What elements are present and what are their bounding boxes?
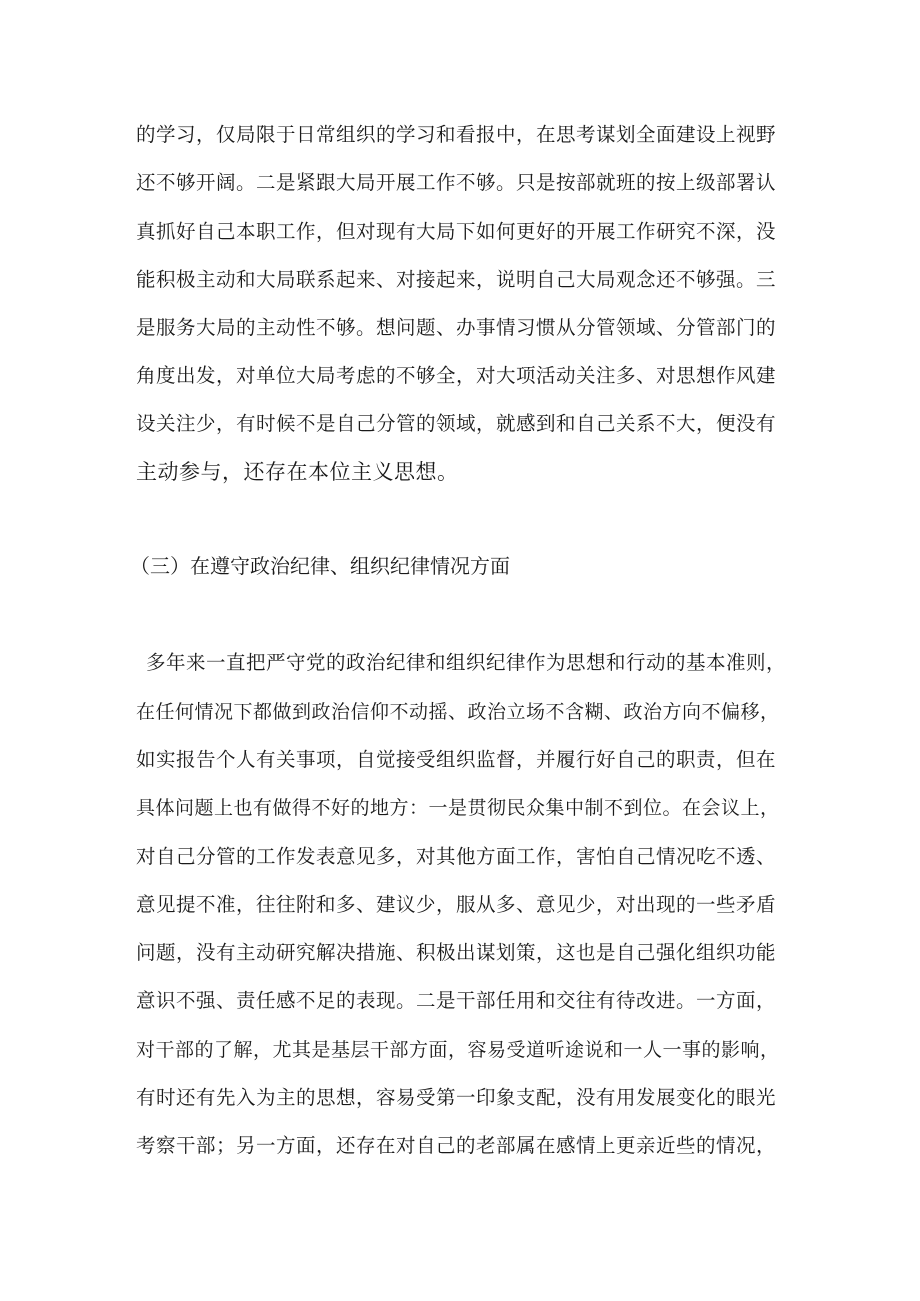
paragraph-line: 真抓好自己本职工作，但对现有大局下如何更好的开展工作研究不深，没	[136, 220, 777, 243]
paragraph-line: 具体问题上也有做得不好的地方：一是贯彻民众集中制不到位。在会议上，	[136, 797, 780, 819]
paragraph-line: 在任何情况下都做到政治信仰不动摇、政治立场不含糊、政治方向不偏移，	[136, 701, 780, 723]
paragraph-line: 问题，没有主动研究解决措施、积极出谋划策，这也是自己强化组织功能	[136, 941, 777, 964]
paragraph-line: 设关注少，有时候不是自己分管的领域，就感到和自己关系不大，便没有	[136, 412, 777, 435]
paragraph-line: 多年来一直把严守党的政治纪律和组织纪律作为思想和行动的基本准则，	[146, 651, 787, 674]
paragraph-line: 能积极主动和大局联系起来、对接起来，说明自己大局观念还不够强。三	[136, 268, 777, 291]
paragraph-line: 主动参与，还存在本位主义思想。	[136, 460, 459, 484]
paragraph-line: 考察干部；另一方面，还存在对自己的老部属在感情上更亲近些的情况，	[136, 1134, 777, 1157]
paragraph-line: 是服务大局的主动性不够。想问题、办事情习惯从分管领域、分管部门的	[136, 316, 777, 339]
paragraph-line: 角度出发，对单位大局考虑的不够全，对大项活动关注多、对思想作风建	[136, 364, 777, 387]
paragraph-line: 对自己分管的工作发表意见多，对其他方面工作，害怕自己情况吃不透、	[136, 845, 777, 868]
paragraph-line: 还不够开阔。二是紧跟大局开展工作不够。只是按部就班的按上级部署认	[136, 171, 777, 194]
paragraph-line: 意识不强、责任感不足的表现。二是干部任用和交往有待改进。一方面，	[136, 989, 777, 1012]
paragraph-line: 的学习，仅局限于日常组织的学习和看报中，在思考谋划全面建设上视野	[136, 123, 777, 146]
paragraph-line: 如实报告个人有关事项，自觉接受组织监督，并履行好自己的职责，但在	[136, 748, 777, 771]
section-heading: （三）在遵守政治纪律、组织纪律情况方面	[130, 554, 510, 578]
paragraph-line: 对干部的了解，尤其是基层干部方面，容易受道听途说和一人一事的影响，	[136, 1039, 780, 1061]
paragraph-line: 有时还有先入为主的思想，容易受第一印象支配，没有用发展变化的眼光	[136, 1086, 777, 1109]
paragraph-line: 意见提不准，往往附和多、建议少，服从多、意见少，对出现的一些矛盾	[136, 893, 777, 916]
